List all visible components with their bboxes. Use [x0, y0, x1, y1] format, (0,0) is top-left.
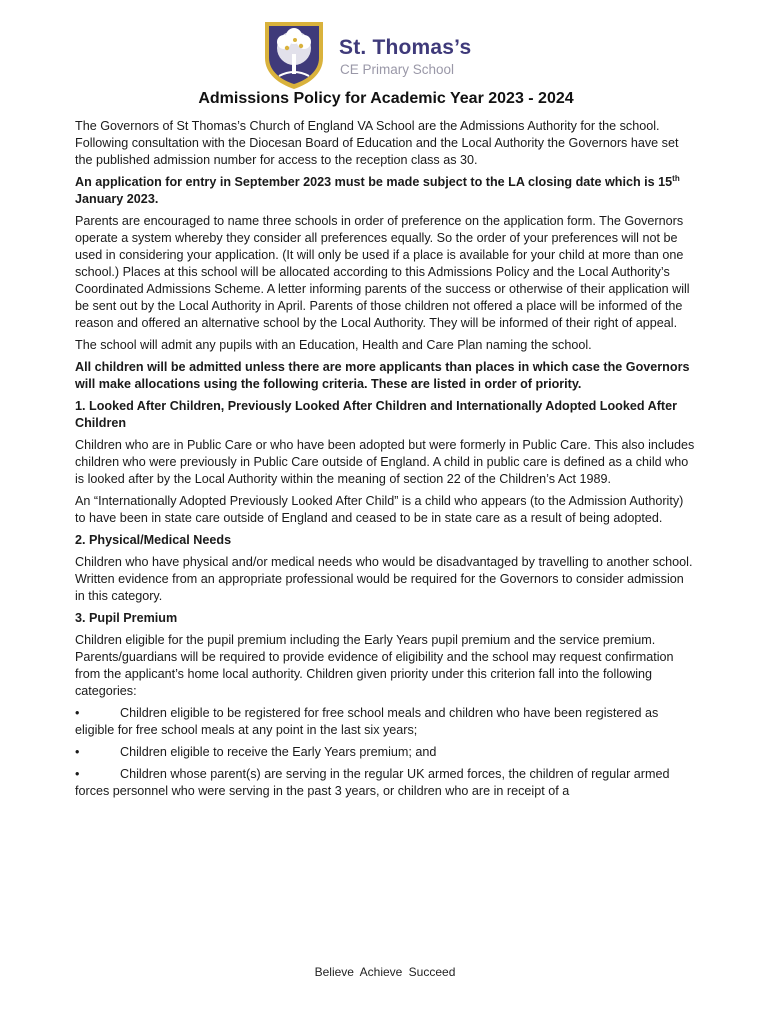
section-2-paragraph: Children who have physical and/or medical needs who would be disadvantaged by travelling to another school. Written evidence from an appropriate professional would be required for the Governors to consider admission in this category. — [75, 555, 693, 603]
ehcp-paragraph: The school will admit any pupils with an Education, Health and Care Plan naming the school. — [75, 338, 592, 352]
school-name: St. Thomas’s — [339, 36, 472, 59]
school-logo — [259, 18, 479, 90]
bullet-icon: • — [75, 767, 80, 781]
section-2-heading: 2. Physical/Medical Needs — [75, 533, 232, 547]
preferences-paragraph: Parents are encouraged to name three schools in order of preference on the application form. The Governors operate a system whereby they consider all preferences equally. So the order of your preferences will not be used in considering your application. (It will only be used if a place is available for your child at more than one school.) Places at this school will be allocated according to this Admissions Policy and the Local Authority’s Coordinated Admissions Scheme. A letter informing parents of the success or otherwise of their application will be sent out by the Local Authority in April. Parents of those children not offered a place will be informed of the reason and offered an alternative school by the Local Authority. They will be informed of their right of appeal. — [75, 214, 690, 330]
section-1-paragraph-2: An “Internationally Adopted Previously Looked After Child” is a child who appears (to the Admission Authority) to have been in state care outside of England and ceased to be in state care as a result of being adopted. — [75, 494, 684, 525]
section-1-paragraph-1: Children who are in Public Care or who have been adopted but were formerly in Public Care. This also includes children who were previously in Public Care outside of England. A child in public care is defined as a child who is looked after by the Local Authority within the meaning of section 22 of the Children’s Act 1989. — [75, 438, 695, 486]
closing-date-paragraph: An application for entry in September 2023 must be made subject to the LA closing date which is 15th January 2023. — [75, 173, 680, 206]
section-3-paragraph: Children eligible for the pupil premium including the Early Years pupil premium and the service premium. Parents/guardians will be required to provide evidence of eligibility and the school may request confirmation from the applicant’s home local authority. Children given priority under this criterion fall into the following categories: — [75, 633, 674, 698]
tree-crest-icon — [259, 18, 329, 90]
document-body — [75, 90, 697, 805]
criteria-intro-paragraph: All children will be admitted unless there are more applicants than places in which case the Governors will make allocations using the following criteria. These are listed in order of priority. — [75, 360, 690, 391]
page-title: Admissions Policy for Academic Year 2023 - 2024 — [198, 90, 574, 107]
school-subtitle: CE Primary School — [340, 62, 455, 77]
list-item: • Children whose parent(s) are serving in the regular UK armed forces, the children of regular armed forces personnel who were serving in the past 3 years, or children who are in receipt of a — [75, 767, 670, 798]
list-item: • Children eligible to receive the Early Years premium; and — [75, 745, 437, 759]
list-item: • Children eligible to be registered for free school meals and children who have been registered as eligible for free school meals at any point in the last six years; — [75, 706, 659, 737]
bullet-icon: • — [75, 706, 80, 720]
section-3-heading: 3. Pupil Premium — [75, 611, 178, 625]
intro-paragraph: The Governors of St Thomas’s Church of England VA School are the Admissions Authority for the school. Following consultation with the Diocesan Board of Education and the Local Authority the Governors have set the published admission number for access to the reception class as 30. — [75, 119, 679, 167]
section-1-heading: 1. Looked After Children, Previously Looked After Children and Internationally Adopted Looked After Children — [75, 399, 677, 430]
footer-motto: Believe Achieve Succeed — [314, 965, 456, 979]
bullet-icon: • — [75, 745, 80, 759]
